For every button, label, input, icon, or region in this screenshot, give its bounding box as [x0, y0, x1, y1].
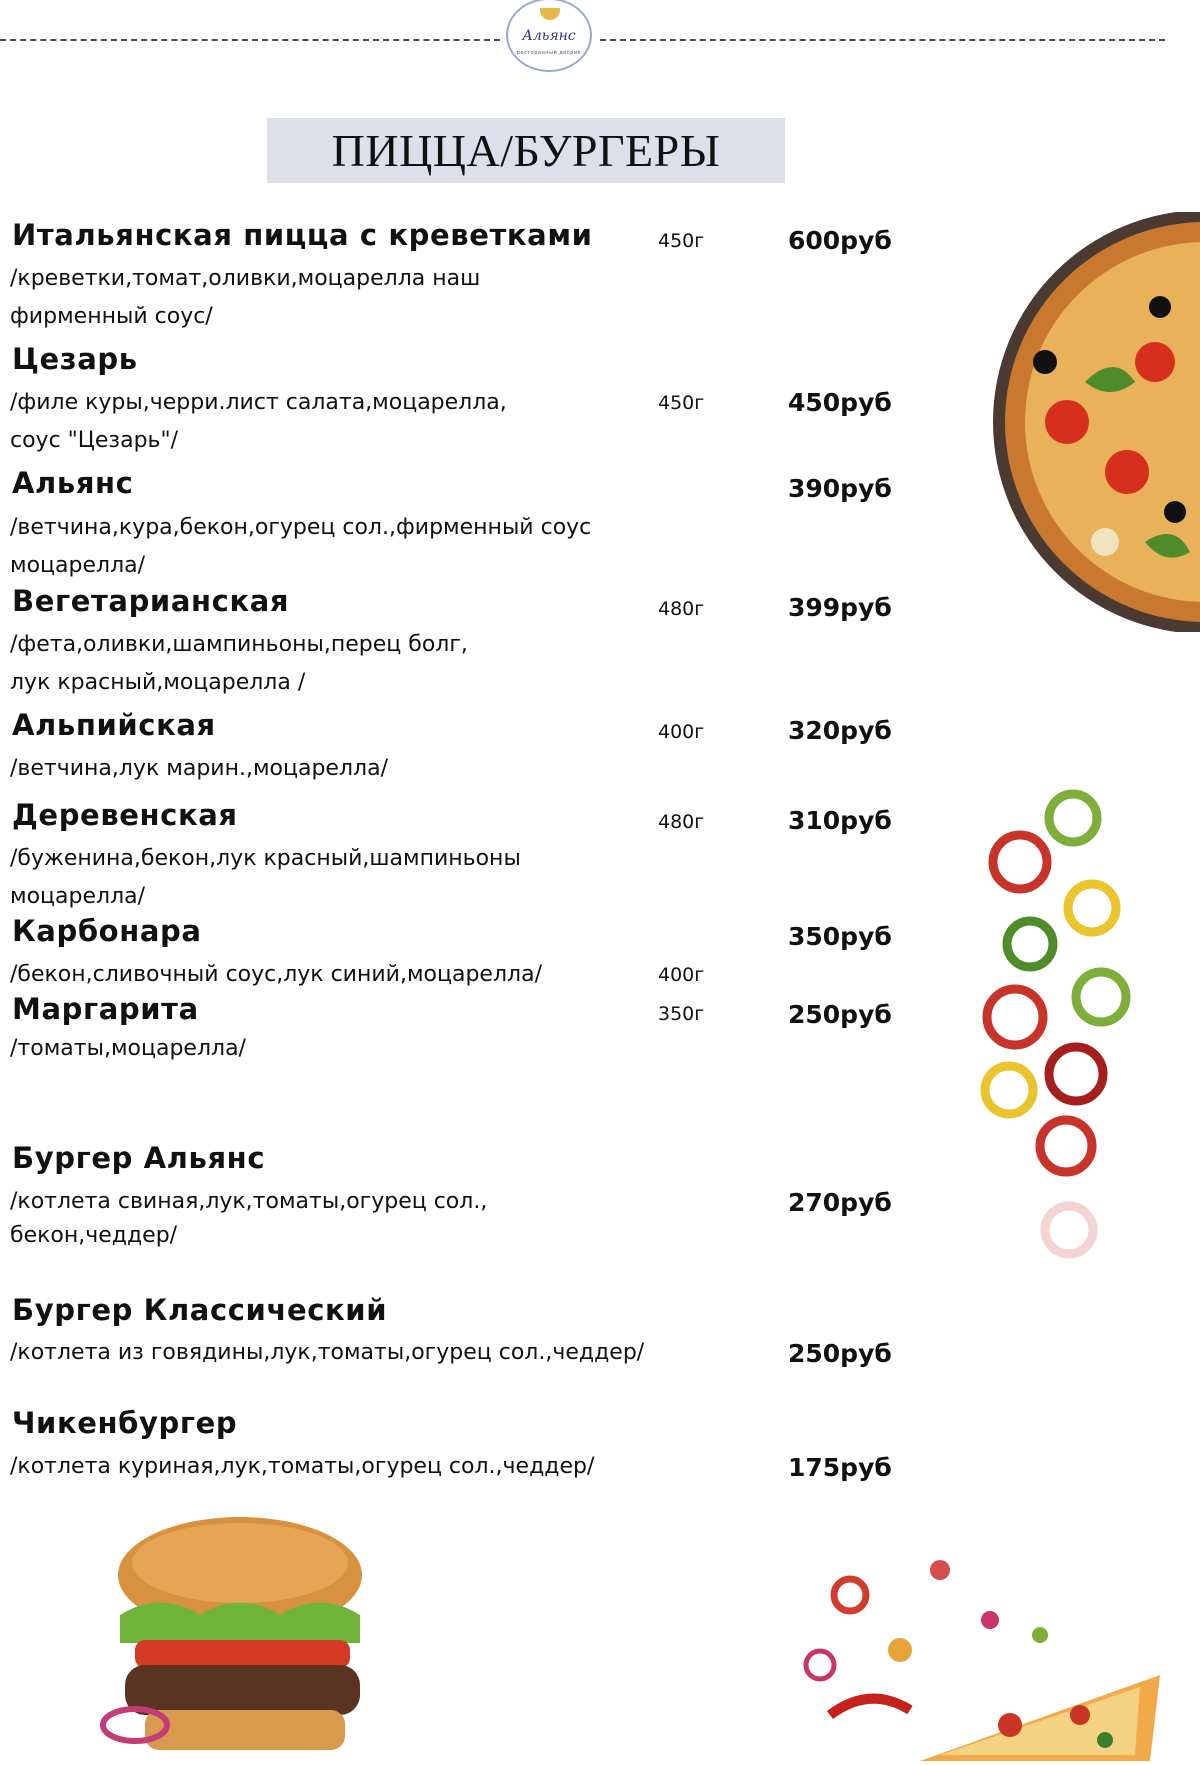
item-price: 270руб: [788, 1188, 892, 1217]
item-description: моцарелла/: [10, 884, 146, 909]
page-title: ПИЦЦА/БУРГЕРЫ: [331, 125, 721, 176]
cup-icon: [540, 8, 560, 20]
item-name: Деревенская: [12, 798, 238, 832]
item-description: лук красный,моцарелла /: [10, 670, 306, 695]
item-price: 450руб: [788, 388, 892, 417]
pizza-slice-photo: [790, 1515, 1170, 1761]
item-name: Альпийская: [12, 708, 216, 742]
item-name: Итальянская пицца с креветками: [12, 218, 593, 252]
item-price: 250руб: [788, 1000, 892, 1029]
item-description: /котлета из говядины,лук,томаты,огурец сол.,чеддер/: [10, 1340, 645, 1365]
item-name: Цезарь: [12, 342, 138, 376]
item-weight: 450г: [658, 230, 705, 252]
item-weight: 450г: [658, 392, 705, 414]
pizza-photo: [975, 212, 1200, 632]
logo-brand: Альянс: [522, 28, 576, 44]
burger-photo: [100, 1505, 390, 1761]
item-price: 390руб: [788, 474, 892, 503]
item-description: фирменный соус/: [10, 304, 213, 329]
item-name: Чикенбургер: [12, 1406, 238, 1440]
item-description: /ветчина,кура,бекон,огурец сол.,фирменный соус: [10, 515, 592, 540]
item-description: бекон,чеддер/: [10, 1223, 178, 1248]
item-name: Вегетарианская: [12, 584, 290, 618]
item-description: /буженина,бекон,лук красный,шампиньоны: [10, 846, 521, 871]
item-name: Альянс: [12, 466, 134, 500]
item-description: /котлета куриная,лук,томаты,огурец сол.,чеддер/: [10, 1454, 595, 1479]
item-description: /филе куры,черри.лист салата,моцарелла,: [10, 390, 507, 415]
dashed-rule-right: [600, 39, 1165, 41]
heading-box: [267, 118, 785, 183]
item-description: /бекон,сливочный соус,лук синий,моцарелла/: [10, 962, 542, 987]
item-description: /фета,оливки,шампиньоны,перец болг,: [10, 632, 468, 657]
item-name: Бургер Альянс: [12, 1141, 266, 1175]
item-weight: 350г: [658, 1003, 705, 1025]
item-weight: 400г: [658, 721, 705, 743]
item-name: Карбонара: [12, 914, 202, 948]
bell-pepper-slices: [975, 780, 1155, 1330]
item-description: /котлета свиная,лук,томаты,огурец сол.,: [10, 1189, 488, 1214]
item-description: /ветчина,лук марин.,моцарелла/: [10, 756, 388, 781]
item-price: 600руб: [788, 226, 892, 255]
item-weight: 480г: [658, 811, 705, 833]
item-weight: 480г: [658, 598, 705, 620]
item-price: 310руб: [788, 806, 892, 835]
item-name: Бургер Классический: [12, 1293, 388, 1327]
dashed-rule-left: [0, 39, 500, 41]
item-description: моцарелла/: [10, 553, 146, 578]
item-weight: 400г: [658, 964, 705, 986]
item-price: 350руб: [788, 922, 892, 951]
restaurant-logo: [506, 0, 592, 72]
item-price: 320руб: [788, 716, 892, 745]
item-description: /томаты,моцарелла/: [10, 1036, 246, 1061]
item-description: соус "Цезарь"/: [10, 428, 179, 453]
item-price: 175руб: [788, 1453, 892, 1482]
item-description: /креветки,томат,оливки,моцарелла наш: [10, 266, 481, 291]
item-name: Маргарита: [12, 992, 199, 1026]
item-price: 399руб: [788, 593, 892, 622]
logo-tagline: ресторанный дворик: [516, 50, 582, 56]
item-price: 250руб: [788, 1339, 892, 1368]
